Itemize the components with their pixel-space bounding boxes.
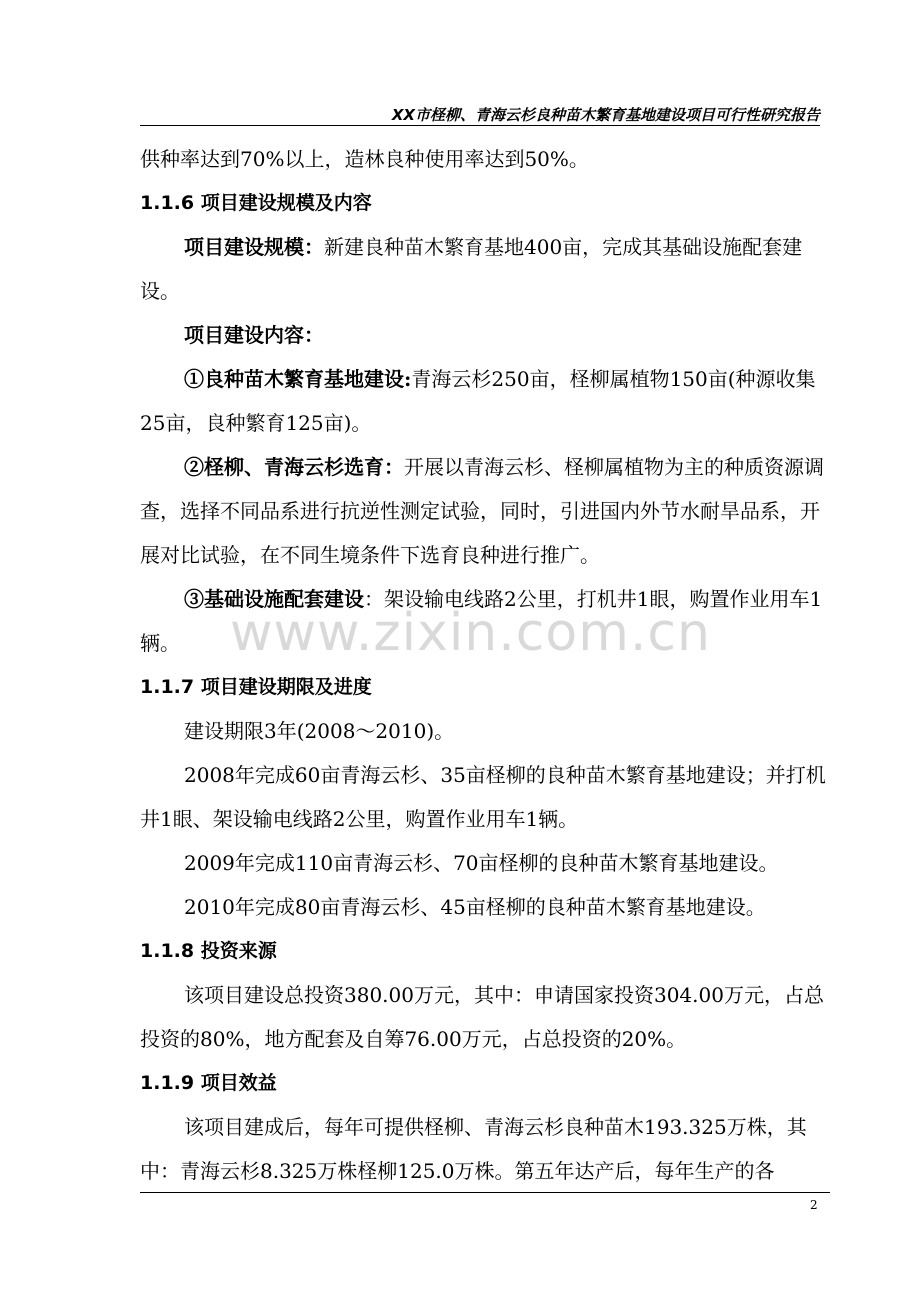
content-1-text: 青海云杉250亩，柽柳属植物150亩(种源收集25亩，良种繁育125亩)。 (140, 367, 816, 435)
paragraph-2009: 2009年完成110亩青海云杉、70亩柽柳的良种苗木繁育基地建设。 (184, 851, 779, 875)
paragraph-content-1 (140, 357, 830, 445)
running-header: XX市柽柳、青海云杉良种苗木繁育基地建设项目可行性研究报告 (391, 106, 820, 124)
paragraph-period: 建设期限3年(2008～2010)。 (184, 719, 455, 743)
content-3-label: ③基础设施配套建设 (184, 587, 364, 611)
content-label: 项目建设内容： (184, 323, 324, 347)
paragraph-content-3 (140, 577, 830, 665)
paragraph-2010: 2010年完成80亩青海云杉、45亩柽柳的良种苗木繁育基地建设。 (184, 895, 766, 919)
paragraph-investment: 该项目建设总投资380.00万元，其中：申请国家投资304.00万元，占总投资的80%，地方配套及自筹76.00万元，占总投资的20%。 (140, 983, 824, 1051)
watermark-text: www.zixin.com.cn (230, 603, 711, 663)
paragraph-2008: 2008年完成60亩青海云杉、35亩柽柳的良种苗木繁育基地建设；并打机井1眼、架设输电线路2公里，购置作业用车1辆。 (140, 763, 826, 831)
content-1-label: ①良种苗木繁育基地建设: (184, 367, 412, 391)
scale-label: 项目建设规模： (184, 235, 324, 259)
section-heading-1-1-8: 1.1.8 投资来源 (140, 940, 277, 962)
paragraph-seed-rate: 供种率达到70%以上，造林良种使用率达到50%。 (140, 147, 589, 171)
section-heading-1-1-6: 1.1.6 项目建设规模及内容 (140, 192, 372, 214)
content-2-text: 开展以青海云杉、柽柳属植物为主的种质资源调查，选择不同品系进行抗逆性测定试验，同时，引进国内外节水耐旱品系，开展对比试验，在不同生境条件下选育良种进行推广。 (140, 455, 824, 567)
footer-rule (140, 1192, 830, 1193)
paragraph-content-2 (140, 445, 830, 577)
section-heading-1-1-7: 1.1.7 项目建设期限及进度 (140, 676, 372, 698)
header-rule (140, 125, 820, 126)
content-3-text: ：架设输电线路2公里，打机井1眼，购置作业用车1辆。 (140, 587, 823, 655)
paragraph-scale (140, 225, 830, 313)
document-body (140, 137, 830, 1193)
paragraph-benefit: 该项目建成后，每年可提供柽柳、青海云杉良种苗木193.325万株，其中：青海云杉8.325万株柽柳125.0万株。第五年达产后，每年生产的各 (140, 1115, 807, 1183)
section-heading-1-1-9: 1.1.9 项目效益 (140, 1072, 277, 1094)
scale-text: 新建良种苗木繁育基地400亩，完成其基础设施配套建设。 (140, 235, 803, 303)
content-2-label: ②柽柳、青海云杉选育： (184, 455, 404, 479)
page-number: 2 (810, 1198, 818, 1212)
